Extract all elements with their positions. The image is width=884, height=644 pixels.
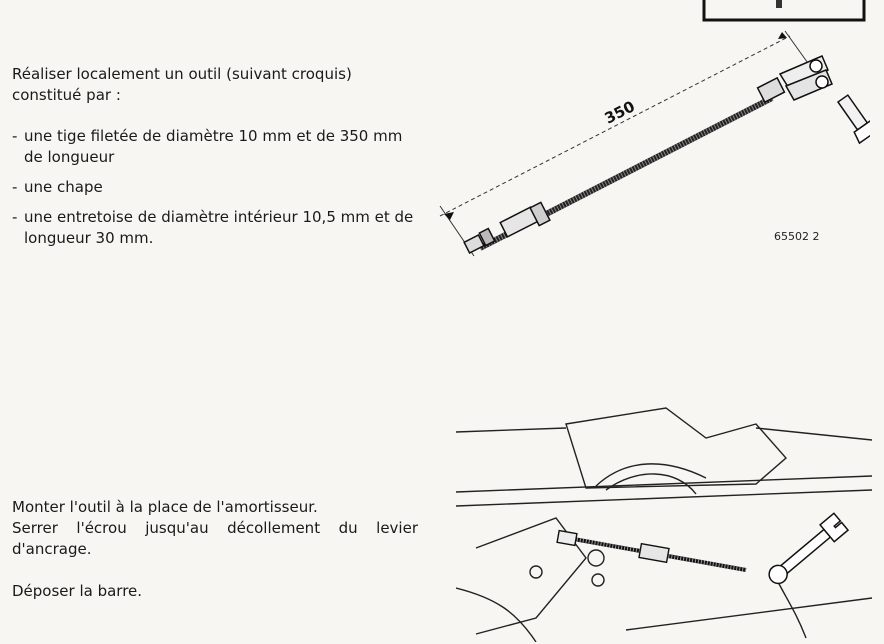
step-remove-bar: Déposer la barre. xyxy=(12,582,143,600)
list-item: - une entretoise de diamètre intérieur 10,5 mm et de longueur 30 mm. xyxy=(12,207,418,249)
installation-diagram xyxy=(456,398,876,642)
procedure-steps xyxy=(12,497,418,602)
dimension-label: 350 xyxy=(601,97,638,128)
figure-reference: 65502 2 xyxy=(774,230,820,243)
step-tighten-nut: Serrer l'écrou jusqu'au décollement du levier d'ancrage. xyxy=(12,519,418,558)
list-item: - une tige filetée de diamètre 10 mm et de 350 mm de longueur xyxy=(12,126,418,168)
top-frame-fragment xyxy=(700,0,870,26)
tool-intro-text: Réaliser localement un outil (suivant croquis) constitué par : xyxy=(12,65,352,104)
step-mount-tool: Monter l'outil à la place de l'amortisseur. xyxy=(12,498,318,516)
tool-components-list xyxy=(12,126,418,258)
list-item: - une chape xyxy=(12,177,418,198)
